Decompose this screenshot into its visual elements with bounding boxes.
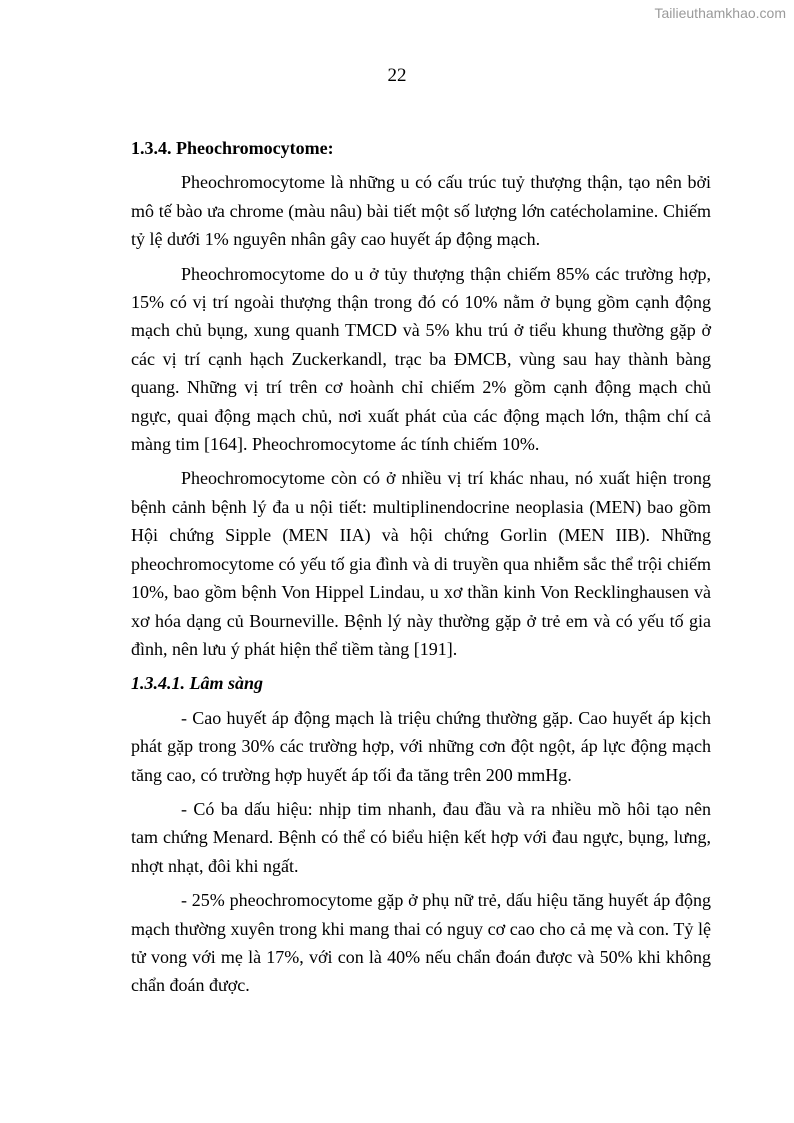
paragraph: - 25% pheochromocytome gặp ở phụ nữ trẻ, dấu hiệu tăng huyết áp động mạch thường xuyên trong khi mang thai có nguy cơ cao cho cả mẹ và con. Tỷ lệ tử vong với mẹ là 17%, với con là 40% nếu chẩn đoán được và 50% khi không chẩn đoán được. xyxy=(131,890,711,996)
paragraph: - Cao huyết áp động mạch là triệu chứng thường gặp. Cao huyết áp kịch phát gặp trong 30% các trường hợp, với những cơn đột ngột, áp lực động mạch tăng cao, có trường hợp huyết áp tối đa tăng trên 200 mmHg. xyxy=(131,707,711,785)
section-heading: 1.3.4. Pheochromocytome: xyxy=(131,138,334,158)
document-body xyxy=(131,134,711,1006)
paragraph: Pheochromocytome là những u có cấu trúc tuỷ thượng thận, tạo nên bởi mô tế bào ưa chrome (màu nâu) bài tiết một số lượng lớn catécholamine. Chiếm tỷ lệ dưới 1% nguyên nhân gây cao huyết áp động mạch. xyxy=(131,172,711,250)
paragraph: Pheochromocytome do u ở tủy thượng thận chiếm 85% các trường hợp, 15% có vị trí ngoài thượng thận trong đó có 10% nằm ở bụng gồm cạnh động mạch chủ bụng, xung quanh TMCD và 5% khu trú ở tiểu khung thường gặp ở các vị trí cạnh hạch Zuckerkandl, trạc ba ĐMCB, vùng sau hay thành bàng quang. Những vị trí trên cơ hoành chỉ chiếm 2% gồm cạnh động mạch chủ ngực, quai động mạch chủ, nơi xuất phát của các động mạch lớn, thậm chí cả màng tim [164]. Pheochromocytome ác tính chiếm 10%. xyxy=(131,263,711,455)
paragraph: - Có ba dấu hiệu: nhịp tim nhanh, đau đầu và ra nhiều mồ hôi tạo nên tam chứng Menard. Bệnh có thể có biểu hiện kết hợp với đau ngực, bụng, lưng, nhợt nhạt, đôi khi ngất. xyxy=(131,798,711,876)
watermark: Tailieuthamkhao.com xyxy=(654,5,786,21)
page-number: 22 xyxy=(387,65,407,86)
subsection-heading: 1.3.4.1. Lâm sàng xyxy=(131,673,264,694)
paragraph: Pheochromocytome còn có ở nhiều vị trí khác nhau, nó xuất hiện trong bệnh cảnh bệnh lý đa u nội tiết: multiplinendocrine neoplasia (MEN) bao gồm Hội chứng Sipple (MEN IIA) và hội chứng Gorlin (MEN IIB). Những pheochromocytome có yếu tố gia đình và di truyền qua nhiễm sắc thể trội chiếm 10%, bao gồm bệnh Von Hippel Lindau, u xơ thần kinh Von Recklinghausen và xơ hóa dạng củ Bourneville. Bệnh lý này thường gặp ở trẻ em và có yếu tố gia đình, nên lưu ý phát hiện thể tiềm tàng [191]. xyxy=(131,468,711,659)
